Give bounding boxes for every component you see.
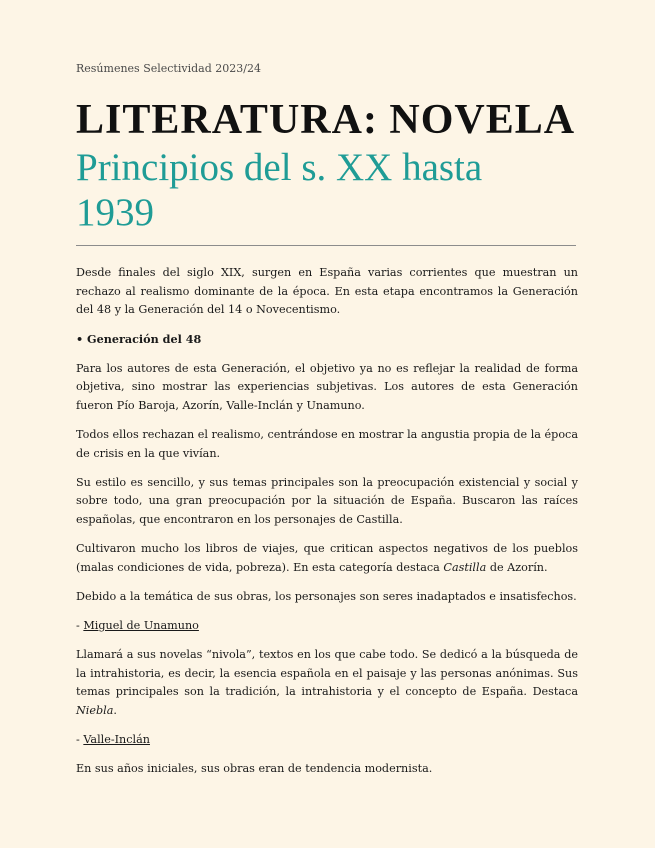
section-heading: • Generación del 48 (76, 332, 202, 347)
paragraph-realism: Todos ellos rechazan el realismo, centrándose en mostrar la angustia propia de la época de crisis en la que vivían. (76, 427, 578, 460)
author-label-unamuno: Miguel de Unamuno (83, 619, 199, 633)
paragraph-objective: Para los autores de esta Generación, el objetivo ya no es reflejar la realidad de forma objetiva, sino mostrar las experiencias subjetivas. Los autores de esta Generación fueron Pío Baroja, Azorín, Valle-Inclán y Unamuno. (76, 361, 578, 412)
page-subtitle: Principios del s. XX hasta 1939 (76, 146, 483, 234)
paragraph-style: Su estilo es sencillo, y sus temas principales son la preocupación existencial y social y sobre todo, una gran preocupación por la situación de España. Buscaron las raíces españolas, que encontraron en los personajes de Castilla. (76, 475, 578, 526)
paragraph-travel-books (76, 540, 578, 577)
author-label-valle: Valle-Inclán (83, 733, 150, 747)
author-dash: - (76, 619, 84, 633)
travel-books-text-end: de Azorín. (486, 560, 548, 574)
header-note: Resúmenes Selectividad 2023/24 (76, 62, 261, 75)
work-title-castilla: Castilla (443, 560, 487, 574)
unamuno-text: Llamará a sus novelas “nivola”, textos en los que cabe todo. Se dedicó a la búsqueda de la intrahistoria, es decir, la esencia española en el paisaje y las personas anónimas. Sus temas principales son la tradición, la intrahistoria y el concepto de España. Destaca (76, 648, 578, 699)
document-body (76, 264, 578, 790)
author-heading-unamuno (76, 617, 578, 636)
paragraph-valle: En sus años iniciales, sus obras eran de tendencia modernista. (76, 762, 433, 776)
travel-books-text: Cultivaron mucho los libros de viajes, que critican aspectos negativos de los pueblos (malas condiciones de vida, pobreza). En esta categoría destaca (76, 542, 578, 574)
title-divider (76, 245, 576, 246)
paragraph-unamuno (76, 646, 578, 720)
paragraph-characters: Debido a la temática de sus obras, los personajes son seres inadaptados e insatisfechos. (76, 589, 577, 603)
page-title: LITERATURA: NOVELA (76, 97, 576, 143)
intro-paragraph: Desde finales del siglo XIX, surgen en España varias corrientes que muestran un rechazo al realismo dominante de la época. En esta etapa encontramos la Generación del 48 y la Generación del 14 o Novecentismo. (76, 266, 578, 317)
unamuno-text-end: . (113, 704, 117, 718)
author-heading-valle (76, 731, 578, 750)
work-title-niebla: Niebla (76, 704, 114, 718)
author-dash: - (76, 733, 84, 747)
